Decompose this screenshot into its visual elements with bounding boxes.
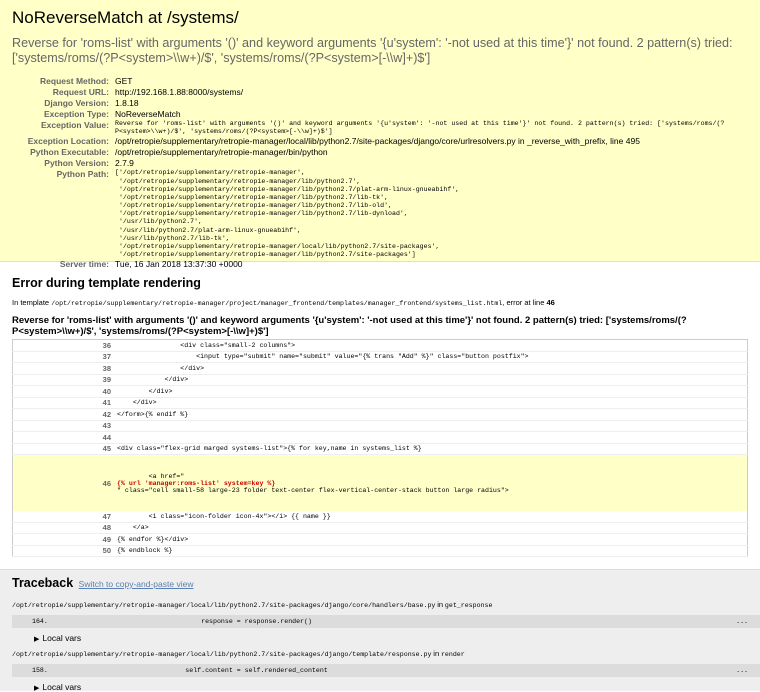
- meta-row: [12, 87, 735, 98]
- python-path-entry: '/opt/retropie/supplementary/retropie-manager/lib/python2.7/lib-dynload',: [115, 210, 408, 218]
- source-code-highlight: {% url 'manager:roms-list' system=key %}: [117, 479, 276, 487]
- source-code: <input type="submit" name="submit" value="{% trans "Add" %}" class="button postfix">: [117, 351, 748, 363]
- local-vars-label: Local vars: [42, 682, 82, 692]
- meta-value: NoReverseMatch: [115, 109, 181, 119]
- source-line-number: 49: [13, 534, 118, 546]
- frame-code: self.content = self.rendered_content: [122, 667, 328, 674]
- template-path: /opt/retropie/supplementary/retropie-manager/project/manager_frontend/templates/manager_frontend/systems_list.html: [51, 300, 503, 307]
- expand-context-button[interactable]: ...: [736, 618, 748, 625]
- traceback-section: [0, 569, 760, 691]
- meta-label: Exception Type:: [43, 109, 109, 119]
- source-code: {% endblock %}: [117, 545, 748, 557]
- switch-view-link[interactable]: Switch to copy-and-paste view: [78, 579, 194, 589]
- source-code: </div>: [117, 374, 748, 386]
- source-code: <div class="small-2 columns">: [117, 340, 748, 352]
- source-row-error: [13, 455, 748, 512]
- traceback-heading: [12, 576, 748, 590]
- source-code-error: [117, 455, 748, 512]
- meta-label: Server time:: [59, 259, 109, 270]
- local-vars-label: Local vars: [42, 633, 82, 643]
- frame-context-line[interactable]: [12, 664, 760, 677]
- triangle-right-icon: ▶: [34, 685, 40, 692]
- source-code-before: <a href=": [117, 472, 185, 480]
- template-location: [12, 298, 748, 307]
- source-line-number: 47: [13, 511, 118, 522]
- meta-row-exception-value: [12, 120, 735, 136]
- python-path-entry: ['/opt/retropie/supplementary/retropie-manager',: [115, 169, 305, 177]
- template-error-section: [0, 262, 760, 557]
- template-source-table: [12, 339, 748, 557]
- source-code: </form>{% endif %}: [117, 409, 748, 421]
- frame-line-number: 164.: [32, 618, 48, 625]
- source-row: [13, 534, 748, 546]
- template-error-message: Reverse for 'roms-list' with arguments '()' and keyword arguments '{u'system': '-not used at this time'}' not found. 2 pattern(s) tried: ['systems/roms/(?P<system>\\w+)/$', 'systems/roms/(?P<system>[-\\w]+)$']: [12, 315, 687, 337]
- source-line-number: 48: [13, 522, 118, 534]
- python-path-entry: '/usr/lib/python2.7/lib-tk',: [115, 234, 230, 242]
- source-row: [13, 397, 748, 409]
- meta-row: [12, 76, 735, 87]
- source-code: </div>: [117, 363, 748, 375]
- python-path-entry: '/opt/retropie/supplementary/retropie-manager/lib/python2.7',: [115, 177, 361, 185]
- meta-row: [12, 136, 735, 147]
- source-code: </div>: [117, 397, 748, 409]
- source-line-number: 41: [13, 397, 118, 409]
- meta-label: Exception Location:: [27, 136, 109, 147]
- traceback-title: Traceback: [12, 576, 74, 590]
- frame-in-text: in: [433, 649, 440, 658]
- python-path-entry: '/usr/lib/python2.7',: [115, 218, 203, 226]
- source-line-number: 45: [13, 443, 118, 455]
- expand-context-button[interactable]: ...: [736, 667, 748, 674]
- template-error-heading: Error during template rendering: [12, 276, 201, 290]
- page-title: NoReverseMatch at /systems/: [12, 8, 239, 27]
- python-path-entry: '/opt/retropie/supplementary/retropie-manager/lib/python2.7/site-packages']: [115, 250, 416, 258]
- triangle-right-icon: ▶: [34, 636, 40, 643]
- error-at-line-text: , error at line: [502, 298, 545, 307]
- exception-message: Reverse for 'roms-list' with arguments '()' and keyword arguments '{u'system': '-not used at this time'}' not found. 2 pattern(s) tried: ['systems/roms/(?P<system>\\w+)/$', 'systems/roms/(?P<system>[-\\w]+)$']: [12, 36, 733, 65]
- traceback-frames: [12, 600, 748, 692]
- meta-value: http://192.168.1.88:8000/systems/: [115, 87, 244, 97]
- meta-row: [12, 98, 735, 109]
- python-path-entry: '/usr/lib/python2.7/plat-arm-linux-gnueabihf',: [115, 226, 301, 234]
- source-code-after: " class="cell small-58 large-23 folder text-center flex-vertical-center-stack button large radius">: [117, 486, 509, 494]
- python-path-entry: '/opt/retropie/supplementary/retropie-manager/lib/python2.7/lib-tk',: [115, 193, 389, 201]
- meta-row: [12, 158, 735, 169]
- python-path-entry: '/opt/retropie/supplementary/retropie-manager/lib/python2.7/plat-arm-linux-gnueabihf',: [115, 185, 460, 193]
- source-code: [117, 420, 748, 432]
- source-code: {% endfor %}</div>: [117, 534, 748, 546]
- template-prefix: In template: [12, 298, 50, 307]
- meta-label: Request Method:: [40, 76, 109, 86]
- source-row: [13, 545, 748, 557]
- source-row: [13, 340, 748, 352]
- meta-table: [12, 76, 735, 270]
- summary-section: [0, 0, 760, 270]
- meta-row: [12, 109, 735, 120]
- source-row: [13, 420, 748, 432]
- meta-value: GET: [115, 76, 133, 86]
- frame-file-path: /opt/retropie/supplementary/retropie-manager/local/lib/python2.7/site-packages/django/template/response.py: [12, 651, 432, 658]
- error-line-number: 46: [546, 298, 555, 307]
- frame-location: [12, 649, 748, 658]
- python-path-list: [115, 169, 735, 259]
- source-line-number: 40: [13, 386, 118, 398]
- meta-value: /opt/retropie/supplementary/retropie-manager/bin/python: [115, 147, 328, 158]
- source-row: [13, 363, 748, 375]
- python-path-entry: '/opt/retropie/supplementary/retropie-manager/local/lib/python2.7/site-packages',: [115, 242, 440, 250]
- meta-value: /opt/retropie/supplementary/retropie-manager/local/lib/python2.7/site-packages/django/core/urlresolvers.py in _reverse_with_prefix, line 495: [115, 136, 640, 147]
- source-row: [13, 409, 748, 421]
- meta-label: Request URL:: [52, 87, 109, 97]
- meta-label: Exception Value:: [40, 120, 109, 130]
- frame-code: response = response.render(): [122, 618, 312, 625]
- source-code: <i class="icon-folder icon-4x"></i> {{ name }}: [117, 511, 748, 522]
- source-row: [13, 522, 748, 534]
- source-line-number: 46: [13, 455, 118, 512]
- source-line-number: 37: [13, 351, 118, 363]
- source-row: [13, 443, 748, 455]
- local-vars-toggle[interactable]: [34, 633, 748, 643]
- meta-label: Python Path:: [56, 169, 109, 180]
- source-line-number: 42: [13, 409, 118, 421]
- source-code: <div class="flex-grid marged systems-list">{% for key,name in systems_list %}: [117, 443, 748, 455]
- source-row: [13, 511, 748, 522]
- server-time: Tue, 16 Jan 2018 13:37:30 +0000: [115, 259, 243, 270]
- source-line-number: 43: [13, 420, 118, 432]
- source-row: [13, 351, 748, 363]
- meta-label: Python Executable:: [30, 147, 109, 158]
- meta-row-python-path: [12, 169, 735, 259]
- frame-function: render: [440, 651, 465, 658]
- source-code: </div>: [117, 386, 748, 398]
- source-line-number: 44: [13, 432, 118, 444]
- source-line-number: 36: [13, 340, 118, 352]
- meta-value: 1.8.18: [115, 98, 139, 108]
- source-line-number: 39: [13, 374, 118, 386]
- source-row: [13, 386, 748, 398]
- frame-location: [12, 600, 748, 609]
- python-path-entry: '/opt/retropie/supplementary/retropie-manager/lib/python2.7/lib-old',: [115, 202, 392, 210]
- meta-label: Django Version:: [44, 98, 109, 108]
- source-row: [13, 374, 748, 386]
- frame-function: get_response: [444, 602, 493, 609]
- meta-value: 2.7.9: [115, 158, 134, 169]
- meta-label: Python Version:: [44, 158, 109, 169]
- source-line-number: 38: [13, 363, 118, 375]
- frame-line-number: 158.: [32, 667, 48, 674]
- source-code: </a>: [117, 522, 748, 534]
- source-line-number: 50: [13, 545, 118, 557]
- meta-row: [12, 147, 735, 158]
- frame-file-path: /opt/retropie/supplementary/retropie-manager/local/lib/python2.7/site-packages/django/core/handlers/base.py: [12, 602, 436, 609]
- frame-in-text: in: [437, 600, 444, 609]
- source-code: [117, 432, 748, 444]
- source-row: [13, 432, 748, 444]
- frame-context-line[interactable]: [12, 615, 760, 628]
- exception-value: Reverse for 'roms-list' with arguments '()' and keyword arguments '{u'system': '-not used at this time'}' not found. 2 pattern(s) tried: ['systems/roms/(?P<system>\\w+)/$', 'systems/roms/(?P<system>[-\\w]+)$']: [115, 120, 725, 136]
